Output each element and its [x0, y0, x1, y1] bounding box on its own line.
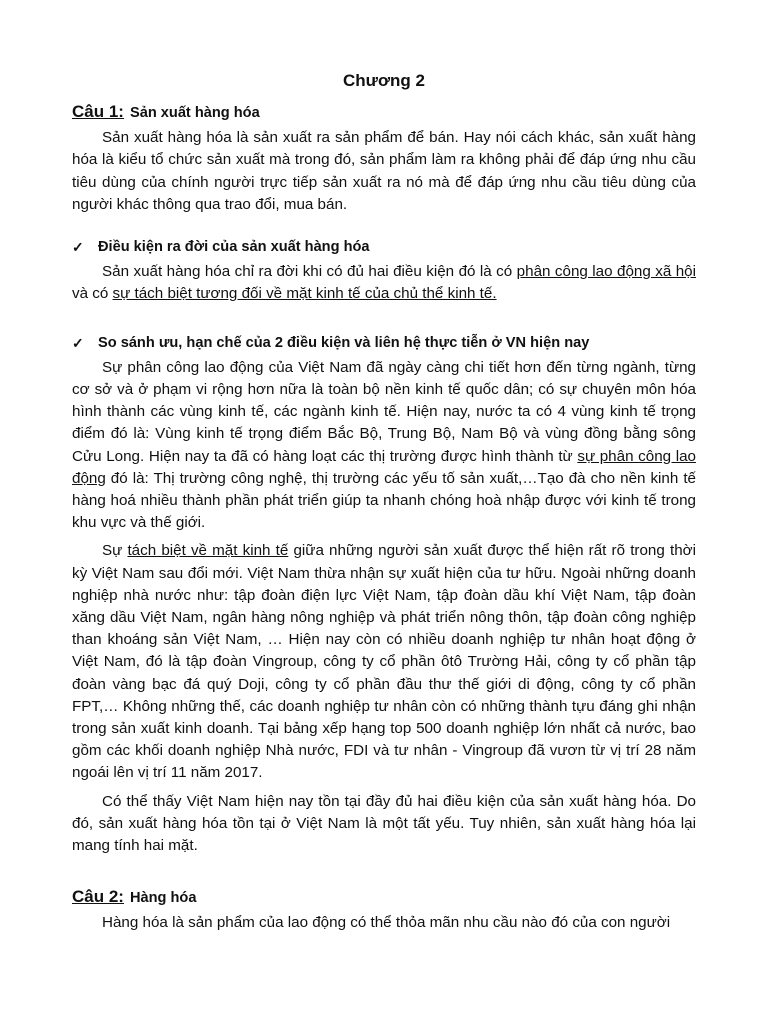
- check-icon: ✓: [72, 334, 84, 351]
- conditions-text-b: và có: [72, 285, 113, 303]
- question-2-number: Câu 2:: [72, 887, 124, 907]
- question-1-title: Sản xuất hàng hóa: [129, 105, 260, 122]
- question-1-heading: [72, 100, 696, 125]
- document-page: [72, 70, 696, 935]
- conditions-underline-2: sự tách biệt tương đối về mặt kinh tế của chủ thể kinh tế.: [112, 285, 497, 303]
- comparison-heading-text: So sánh ưu, hạn chế của 2 điều kiện và liên hệ thực tiễn ở VN hiện nay: [98, 334, 590, 351]
- question-1-number: Câu 1:: [72, 102, 124, 122]
- conditions-heading-text: Điều kiện ra đời của sản xuất hàng hóa: [98, 239, 370, 256]
- conditions-paragraph: [72, 261, 696, 305]
- conditions-underline-1: phân công lao động xã hội: [516, 263, 696, 281]
- question-2-intro: Hàng hóa là sản phẩm của lao động có thể thỏa mãn nhu cầu nào đó của con người: [102, 914, 671, 932]
- economic-separation-paragraph: [72, 540, 696, 784]
- question-1-intro: Sản xuất hàng hóa là sản xuất ra sản phẩm để bán. Hay nói cách khác, sản xuất hàng hóa là kiểu tổ chức sản xuất mà trong đó, sản phẩm làm ra không phải để đáp ứng nhu cầu tiêu dùng của chính người trực tiếp sản xuất ra nó mà để đáp ứng nhu cầu tiêu dùng của người khác thông qua trao đổi, mua bán.: [72, 129, 696, 213]
- p1-text-b: đó là: Thị trường công nghệ, thị trường các yếu tố sản xuất,…Tạo đà cho nền kinh tế hàng hoá nhiều thành phần phát triển giúp ta nhanh chóng hoà nhập được với kinh tế trong khu vực và thế giới.: [72, 469, 696, 532]
- chapter-title: Chương 2: [342, 71, 425, 90]
- p2-underline: tách biệt về mặt kinh tế: [127, 542, 289, 560]
- p2-text-b: giữa những người sản xuất được thể hiện rất rõ trong thời kỳ Việt Nam sau đổi mới. Việt Nam thừa nhận sự xuất hiện của tư hữu. Ngoài những doanh nghiệp nhà nước như: tập đoàn điện lực Việt Nam, tập đoàn dầu khí Việt Nam, tập đoàn xăng dầu Việt Nam, ngân hàng nông nghiệp và phát triển nông thôn, tập đoàn công nghiệp than khoáng sản Việt Nam, … Hiện nay còn có nhiều doanh nghiệp tư nhân hoạt động ở Việt Nam, đó là tập đoàn Vingroup, công ty cổ phần ôtô Trường Hải, công ty cổ phần tập đoàn vàng bạc đá quý Doji, công ty cổ phần đầu thư thế giới di động, công ty cổ phần FPT,… Không những thế, các doanh nghiệp tư nhân còn có những thành tựu đáng ghi nhận trong sản xuất kinh doanh. Tại bảng xếp hạng top 500 doanh nghiệp lớn nhất cả nước, bao gồm các khối doanh nghiệp Nhà nước, FDI và tư nhân - Vingroup đã vươn từ vị trí 28 năm ngoái lên vị trí 11 năm 2017.: [72, 542, 696, 782]
- p2-text-a: Sự: [102, 542, 128, 560]
- conditions-text-a: Sản xuất hàng hóa chỉ ra đời khi có đủ hai điều kiện đó là có: [102, 263, 517, 281]
- question-2-heading: [72, 885, 696, 910]
- question-2-title: Hàng hóa: [129, 890, 197, 907]
- conclusion-paragraph: Có thể thấy Việt Nam hiện nay tồn tại đầy đủ hai điều kiện của sản xuất hàng hóa. Do đó, sản xuất hàng hóa tồn tại ở Việt Nam là một tất yếu. Tuy nhiên, sản xuất hàng hóa lại mang tính hai mặt.: [72, 792, 696, 855]
- division-of-labor-paragraph: [72, 357, 696, 535]
- p1-underline: sự phân công lao động: [72, 447, 696, 487]
- check-icon: ✓: [72, 239, 84, 256]
- conditions-heading: [72, 236, 696, 258]
- p1-text-a: Sự phân công lao động của Việt Nam đã ngày càng chi tiết hơn đến từng ngành, từng cơ sở và ở phạm vi rộng hơn nữa là toàn bộ nền kinh tế quốc dân; có sự chuyên môn hóa hình thành các vùng kinh tế, các ngành kinh tế. Hiện nay, nước ta có 4 vùng kinh tế trọng điểm đó là: Vùng kinh tế trọng điểm Bắc Bộ, Trung Bộ, Nam Bộ và vùng đồng bằng sông Cửu Long. Hiện nay ta đã có hàng loạt các thị trường được hình thành từ: [72, 358, 696, 465]
- comparison-heading: [72, 332, 696, 354]
